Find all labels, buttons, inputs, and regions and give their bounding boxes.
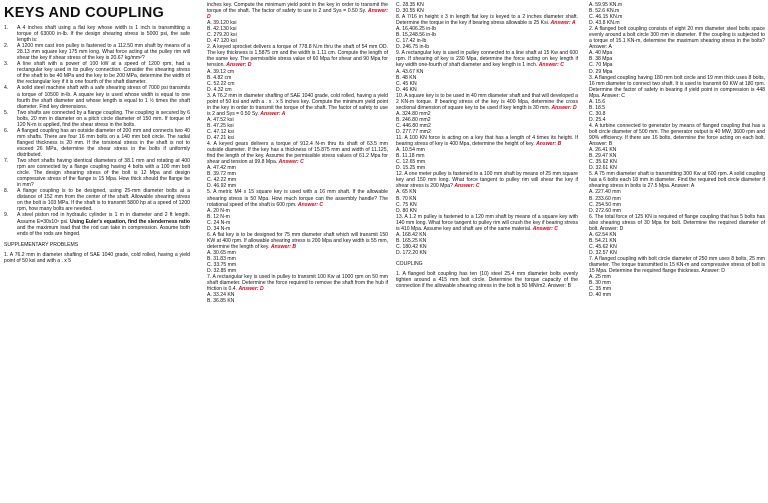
- item-text: [17, 85, 190, 109]
- answer-option: D. 172.20 KN: [396, 249, 427, 256]
- item-text-part: A solid steel machine shaft with a safe shearing stress of 7000 psi transmits a torque of 10500 in-lb. A square key is used whose width is equal to one fourth the shaft diameter and whose length is equal to 1 ½ times the shaft diameter. Find key dimensions.: [17, 85, 190, 110]
- question-text: [589, 75, 765, 99]
- answer-option: D. 4.32 cm: [207, 86, 232, 93]
- answer-option: C. 47.12 ksi: [207, 128, 234, 135]
- answer-option: B. 42.130 ksi: [207, 26, 237, 33]
- paragraph: 1. A 76.2 mm in diameter shafting of SAE 1040 grade, cold rolled, having a yield point of 50 ksi and with a . x 5: [4, 251, 190, 264]
- answer-option: A. 10.54 mm: [396, 147, 425, 154]
- answer-option: D. 30.55 KN: [396, 8, 424, 15]
- answer-option: C. 30.8: [589, 110, 606, 117]
- item-text-part: A steel piston rod in hydraulic cylinder is 1 m in diameter and 2 ft length. Assume E=30x10⁶ psi.: [17, 212, 190, 225]
- column-2: [207, 2, 388, 500]
- item-text: [17, 43, 190, 61]
- answer-option: C. 24 N-m: [207, 219, 231, 226]
- answer-option: B. 11.18 mm: [396, 153, 425, 160]
- answer-option: D. 34 N-m: [207, 225, 231, 232]
- answer-label: Answer: C: [532, 225, 558, 232]
- answer-option: D. 29 Mpa: [589, 68, 613, 75]
- answer-option: B. 70 KN: [396, 195, 417, 202]
- answer-option: D. 46.92 mm: [207, 183, 237, 190]
- answer-option: B. 233.60 mm: [589, 195, 621, 202]
- answer-option: D. 32.85 mm: [207, 268, 237, 275]
- answer-option: B. 52.6 KN.m: [589, 8, 620, 15]
- answer-option: D. 43.8 KN.m: [589, 20, 620, 27]
- item-text-part: A line shaft with a power of 100 kW at a speed of 1200 rpm, had a rectangular key used in its pulley connection. Consider the shearing stress of the shaft to be 40 MPa and the key to be 200 MPa, determine the width of the rectangular key if it is one fourth of the shaft diameter.: [17, 61, 190, 86]
- answer-label: Answer: A: [260, 110, 286, 117]
- answer-option: C. 42.22 mm: [207, 177, 237, 184]
- question-body: 8. A 7/16 in height x 3 in length flat key is keyed to a 2 inches diameter shaft. Determine the torque in the key if bearing stress allowable is 25 Ksi.: [396, 14, 578, 27]
- answer-option: C. 180.42 KN: [396, 243, 427, 250]
- answer-option: B. 38 Mpa: [589, 56, 613, 63]
- answer-option: D. 272.60 mm: [589, 207, 621, 214]
- answer-option: A. 16,406.25 in-lb: [396, 26, 436, 33]
- answer-option: B. 36.85 KN: [207, 298, 235, 305]
- answer-option: A. 25 mm: [589, 274, 611, 281]
- item-number: 8.: [4, 188, 9, 195]
- question-text: [396, 214, 578, 232]
- section-heading: COUPLING: [396, 260, 423, 267]
- answer-option: A. 47.52 ksi: [207, 116, 234, 123]
- question-text: [589, 256, 765, 274]
- answer-label: Answer: C: [454, 183, 480, 190]
- answer-label: Answer: D: [226, 62, 252, 69]
- answer-option: B. 165.25 KN: [396, 237, 427, 244]
- answer-option: A. 33.24 KN: [207, 292, 235, 299]
- answer-label: Answer: B: [536, 141, 562, 148]
- question-text: [589, 171, 765, 189]
- answer-label: Answer: D: [238, 286, 264, 293]
- question-body: inches key. Compute the minimum yield point in the key in order to transmit the torque of the shaft. The factor of safety to use is 2 and Sys = 0.50 Sy.: [207, 2, 388, 15]
- item-number: 4.: [4, 85, 9, 92]
- list-item: [4, 61, 190, 85]
- item-number: 9.: [4, 212, 9, 219]
- page-title: KEYS AND COUPLING: [4, 5, 165, 21]
- item-text: [17, 110, 190, 128]
- question-text: [207, 274, 388, 292]
- question-text: [396, 14, 578, 26]
- answer-option: C. 446.80 mm2: [396, 122, 431, 129]
- question-body: 3. A 76.2 mm in diameter shafting of SAE 1040 grade, cold rolled, having a yield point of 50 ksi and with a . x . x 5 inches key. Compute the minimum yield point in the key in order to transmit the torque of the shaft. The factor of safety to use is 2 and Sys = 0.50 Sy.: [207, 92, 388, 117]
- column-1: [4, 2, 190, 500]
- answer-option: A. 26.41 KN: [589, 147, 617, 154]
- answer-option: C. 52.22 cm: [207, 80, 235, 87]
- list-item: [4, 128, 190, 158]
- item-text: [17, 128, 190, 158]
- question-text: [396, 93, 578, 111]
- question-body: 6. A flat key is to be designed for 75 mm diameter shaft which will transmit 150 KW at 400 rpm. If allowable shearing stress is 200 Mpa and key width is 55 mm, determine the length of key.: [207, 231, 388, 250]
- answer-option: B. 29.47 KN: [589, 153, 617, 160]
- answer-option: A. 15.6: [589, 98, 606, 105]
- list-item: [4, 188, 190, 212]
- list-item: [4, 43, 190, 61]
- answer-option: B. 15,248.56 in-lb: [396, 32, 436, 39]
- question-body: 6. The total force of 125 KN is required of flange coupling that has 5 bolts has also shearing stress of 30 Mpa for bolt. Determine the required diameter of bolt. Answer: D: [589, 213, 765, 232]
- answer-option: C. 45 KN: [396, 80, 417, 87]
- list-item: [4, 25, 190, 43]
- answer-option: A. 62.54 KN: [589, 231, 617, 238]
- question-text: [207, 189, 388, 207]
- answer-option: A. 30.65 mm: [207, 249, 236, 256]
- question-text: [589, 26, 765, 50]
- answer-option: C. 35.62 KN: [589, 159, 617, 166]
- question-text: [589, 123, 765, 147]
- question-body: 4. A keyed gears delivers a torque of 912.4 N-m thru its shaft of 63.5 mm outside diameter. If the key has a thickness of 15.875 mm and width of 11.125, find the length of the key. Assume the permissible stress values of 61.2 Mpa for shear and tension at 99.8 Mpa.: [207, 141, 388, 166]
- list-item: [4, 85, 190, 109]
- answer-option: C. 46.15 KN.m: [589, 14, 623, 21]
- item-emphasis: Using Euler's equation, find the slenderness ratio: [70, 218, 190, 225]
- answer-option: A. 43.67 KN: [396, 68, 424, 75]
- answer-option: D. 32.57 KN: [589, 249, 617, 256]
- answer-option: D. 25.4: [589, 116, 606, 123]
- question-text: [207, 44, 388, 68]
- answer-option: C. 75 KN: [396, 201, 417, 208]
- answer-label: Answer: D: [207, 8, 388, 21]
- answer-option: D. 246.75 in-lb: [396, 44, 430, 51]
- answer-option: D. 40 mm: [589, 292, 612, 299]
- answer-label: Answer: C: [278, 159, 304, 166]
- list-item: [4, 110, 190, 128]
- question-body: 2. A keyed sprocket delivers a torque of 778.8 N.m thru the shaft of 54 mm OD. The key thickness is 1.5875 cm and the width is 1.11 cm. Compute the length of the same key. The permissible stress value of 60 Mpa for shear and 90 Mpa for tension.: [207, 44, 388, 69]
- item-text-part: Two short shafts having identical diameters of 38.1 mm and rotating at 400 rpm are connected by a flange coupling having 4 bolts with a 100 mm bolt circle. The design shearing stress of the bolt is 12 Mpa and design compressive stress of the flange is 15 Mpa. How thick should the flange be in mm?: [17, 158, 190, 189]
- answer-option: D. 47.21 ksi: [207, 135, 234, 142]
- answer-option: C. 17.42 in-lb: [396, 38, 427, 45]
- answer-option: A. 168.42 KN: [396, 231, 427, 238]
- answer-option: C. 254.50 mm: [589, 201, 621, 208]
- answer-option: C. 12.65 mm: [396, 159, 426, 166]
- question-body: 5. A 75 mm diameter shaft is transmitting 300 Kw at 600 rpm. A solid coupling has a 6 bolts each 18 mm in diameter. Find the required bolt circle diameter if shearing stress in bolts is 27.5 Mpa. Answer: A: [589, 171, 765, 190]
- answer-option: C. 45.62 KN: [589, 243, 617, 250]
- answer-option: B. 30 mm: [589, 280, 611, 287]
- answer-option: A. 20 N-m: [207, 207, 230, 214]
- answer-option: C. 35 mm: [589, 286, 612, 293]
- item-text-part: and the maximum load that the rod can take in compression. Assume both ends of the rods are hinged.: [17, 224, 190, 237]
- item-number: 3.: [4, 61, 9, 68]
- question-body: 5. A metric M4 x 15 square key is used with a 16 mm shaft. If the allowable shearing stress is 50 Mpa. How much torque can the assembly handle? The rotational speed of the shaft is 600 rpm.: [207, 189, 388, 208]
- answer-option: A. 39.12 cm: [207, 68, 235, 75]
- answer-label: Answer: C: [538, 62, 564, 69]
- question-text: [396, 171, 578, 189]
- item-text-part: Two shafts are connected by a flange coupling. The coupling is secured by 6 bolts, 20 mm in diameter on a pitch circle diameter of 150 mm. If torque of 120 N-m is applied, find the shear stress in the bolts.: [17, 109, 190, 128]
- question-body: 7. A flanged coupling with bolt circle diameter of 250 mm uses 8 bolts, 25 mm diameter. The torque transmitted is 15 KN-m and compressive stress of bolt is 15 Mpa. Determine the required flange thickness. Answer: D: [589, 255, 765, 275]
- answer-option: A. 227.40 mm: [589, 189, 621, 196]
- question-body: 3. A flanged coupling having 180 mm bolt circle and 19 mm thick uses 8 bolts, 16 mm diameter to connect two shaft. It is used to transmit 60 KW at 180 rpm. Determine the factor of safety in bearing if yield point in compression is 448 Mpa. Answer: C: [589, 74, 765, 99]
- answer-option: A. 40 Mpa: [589, 50, 613, 57]
- answer-option: A. 59.95 KN.m: [589, 2, 623, 8]
- question-text: [207, 2, 388, 20]
- item-text-part: A flanged coupling has an outside diameter of 200 mm and connects two 40 mm shafts. There are four 16 mm bolts on a 140 mm bolt circle. The radial flanged thickness is 20 mm. If the torsional stress in the shaft is not to exceed 26 MPa, determine the shear stress in the bolts if uniformly distributed.: [17, 127, 190, 158]
- question-body: 13. A 1.2 m pulley is fastened to a 120 mm shaft by means of a square key with 140 mm long. What force tangent to pulley rim will crush the key if bearing stress is 410 Mpa. Assume key and shaft are of the same material.: [396, 213, 578, 232]
- item-text: [17, 188, 190, 212]
- item-number: 2.: [4, 43, 9, 50]
- question-text: [207, 93, 388, 117]
- answer-option: D. 32.61 KN: [589, 165, 617, 172]
- answer-option: B. 12 N-m: [207, 213, 230, 220]
- answer-option: D. 15.25 mm: [396, 165, 426, 172]
- problem-list: [4, 25, 190, 237]
- answer-option: D. 277.77 mm2: [396, 128, 431, 135]
- item-number: 6.: [4, 127, 9, 134]
- question-text: [207, 232, 388, 250]
- question-body: 1. A flanged bolt coupling has ten (10) steel 25.4 mm diameter bolts evenly tighten around a 415 mm bolt circle. Determine the torque capacity of the connection if the allowable shearing stress in the bolt is 50 MN/m2. Answer: B: [396, 271, 578, 290]
- answer-option: D. 47.120 ksi: [207, 38, 237, 45]
- question-text: [396, 271, 578, 289]
- item-number: 7.: [4, 158, 9, 165]
- question-text: [396, 135, 578, 147]
- question-body: 11. A 100 KN force is acting on a key that has a length of 4 times its height. If bearing stress of key is 400 Mpa, determine the height of key.: [396, 135, 578, 148]
- answer-option: C. 33.75 mm: [207, 262, 237, 269]
- item-text: [17, 158, 190, 188]
- column-3: [396, 2, 578, 500]
- list-item: [4, 158, 190, 188]
- question-text: [396, 50, 578, 68]
- item-number: 5.: [4, 109, 9, 116]
- question-body: 12. A one meter pulley is fastened to a 100 mm shaft by means of 25 mm square key and 150 mm long. What force tangent to pulley rim will shear the key if shear stress is 200 Mpa?: [396, 171, 578, 190]
- item-number: 1.: [4, 25, 9, 31]
- answer-option: C. 70 Mpa: [589, 62, 613, 69]
- question-text: [589, 214, 765, 232]
- question-text: [207, 141, 388, 165]
- column-4: [589, 2, 765, 500]
- answer-option: B. 39.72 mm: [207, 171, 236, 178]
- answer-label: Answer: A: [550, 20, 576, 27]
- answer-option: B. 18.5: [589, 104, 606, 111]
- answer-option: B. 4.82 cm: [207, 74, 232, 81]
- answer-option: A. 39.120 ksi: [207, 20, 237, 27]
- answer-option: D. 80 KN: [396, 207, 417, 214]
- answer-option: B. 47.25 ksi: [207, 122, 234, 129]
- answer-option: A. 47.42 mm: [207, 165, 236, 172]
- section-heading: SUPPLEMENTARY PROBLEMS: [4, 241, 79, 248]
- answer-label: Answer: D: [551, 104, 577, 111]
- item-text-part: A 4 inches shaft using a flat key whose width is 1 inch is transmitting a torque of 63000 in-lb. If the design shearing stress is 5000 psi, the safe length is:: [17, 25, 190, 44]
- answer-label: Answer: C: [297, 201, 324, 208]
- answer-option: B. 31.83 mm: [207, 255, 236, 262]
- answer-option: A. 324.80 mm2: [396, 110, 431, 117]
- answer-option: C. 279.20 ksi: [207, 32, 237, 39]
- answer-option: A. 65 KN: [396, 189, 417, 196]
- question-body: 2. A flanged bolt coupling consists of eight 20 mm diameter steel bolts space evenly around a bolt circle 300 mm in diameter. If the coupling is subjected to a torque of 15.1 KN-m, determine the maximum shearing stress in the bolts? Answer: A: [589, 26, 765, 51]
- question-body: 7. A rectangular key is used in pulley to transmit 100 Kw at 1000 rpm on 50 mm shaft diameter. Determine the force required to remove the shaft from the hub if friction is 0.4.: [207, 274, 388, 293]
- item-text: [17, 25, 190, 43]
- item-text: [17, 212, 190, 236]
- item-text: [17, 61, 190, 85]
- question-body: 4. A turbine connected to generator by means of flanged coupling that has a bolt circle diameter of 500 mm. The generator output is 40 MW, 3600 rpm and 90% efficiency. If there are 16 bolts, determine the force acting on each bolt. Answer: B: [589, 122, 765, 148]
- answer-label: Answer: B: [270, 243, 297, 250]
- item-text-part: A 1200 mm cast iron pulley is fastened to a 112.50 mm shaft by means of a 28.13 mm square key 175 mm long. What force acting at the pulley rim will shear the key if shear stress of the key is 20.67 kg/mm²?: [17, 43, 190, 62]
- question-body: 10. A square key is to be used in 40 mm diameter shaft and that will developed a 2 KN-m torque. If bearing stress of the key is 400 Mpa, determine the cross sectional dimension of square key to be used if key length is 30 mm.: [396, 92, 578, 111]
- answer-option: B. 54.21 KN: [589, 237, 617, 244]
- question-body: 9. A rectangular key is used in pulley connected to a line shaft at 15 Kw and 600 rpm. If shearing of key is 230 Mpa, determine the force acting on key length if key width one-fourth of shaft diameter and key length is 1 inch.: [396, 50, 578, 69]
- item-text-part: A flange coupling is to be designed, using 25-mm diameter bolts at a distance of 152 mm from the center of the shaft. Allowable shearing stress on the bolt is 103 MPa. If the shaft is to transmit 5800 hp at a speed of 1200 rpm, how many bolts are needed.: [17, 188, 190, 213]
- list-item: [4, 212, 190, 236]
- answer-option: B. 48 KN: [396, 74, 417, 81]
- answer-option: B. 246.80 mm2: [396, 116, 431, 123]
- answer-option: C. 28.35 KN: [396, 2, 424, 8]
- answer-option: D. 46 KN: [396, 86, 417, 93]
